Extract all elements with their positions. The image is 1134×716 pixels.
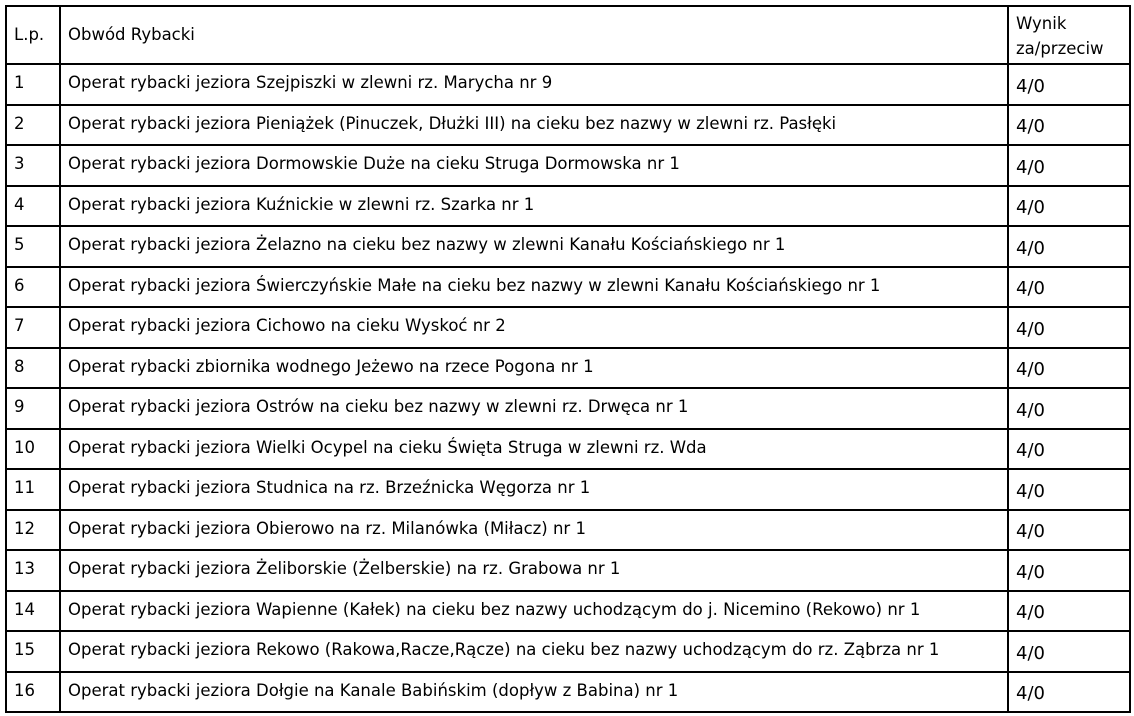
table-row: [6, 550, 1130, 591]
row-lp: 15: [6, 631, 60, 672]
table-row: [6, 591, 1130, 632]
row-lp: 10: [6, 429, 60, 470]
row-operat-name: Operat rybacki jeziora Cichowo na cieku Wyskoć nr 2: [60, 307, 1008, 348]
row-vote-result: 4/0: [1008, 267, 1130, 308]
row-operat-name: Operat rybacki jeziora Studnica na rz. Brzeźnicka Węgorza nr 1: [60, 469, 1008, 510]
row-vote-result: 4/0: [1008, 510, 1130, 551]
row-vote-result: 4/0: [1008, 226, 1130, 267]
row-lp: 13: [6, 550, 60, 591]
row-vote-result: 4/0: [1008, 388, 1130, 429]
row-vote-result: 4/0: [1008, 469, 1130, 510]
row-vote-result: 4/0: [1008, 186, 1130, 227]
row-operat-name: Operat rybacki jeziora Wapienne (Kałek) na cieku bez nazwy uchodzącym do j. Nicemino (Rekowo) nr 1: [60, 591, 1008, 632]
table-row: [6, 469, 1130, 510]
row-operat-name: Operat rybacki jeziora Wielki Ocypel na cieku Święta Struga w zlewni rz. Wda: [60, 429, 1008, 470]
table-row: [6, 267, 1130, 308]
row-operat-name: Operat rybacki jeziora Świerczyńskie Małe na cieku bez nazwy w zlewni Kanału Kościańskiego nr 1: [60, 267, 1008, 308]
row-lp: 8: [6, 348, 60, 389]
table-row: [6, 186, 1130, 227]
row-lp: 1: [6, 64, 60, 105]
table-row: [6, 672, 1130, 713]
row-lp: 14: [6, 591, 60, 632]
header-lp: L.p.: [6, 6, 60, 64]
row-lp: 7: [6, 307, 60, 348]
table-body: [6, 64, 1130, 712]
table-row: [6, 348, 1130, 389]
row-lp: 5: [6, 226, 60, 267]
row-lp: 6: [6, 267, 60, 308]
table-row: [6, 64, 1130, 105]
row-vote-result: 4/0: [1008, 429, 1130, 470]
table-row: [6, 510, 1130, 551]
row-lp: 9: [6, 388, 60, 429]
table-row: [6, 145, 1130, 186]
row-lp: 2: [6, 105, 60, 146]
row-operat-name: Operat rybacki jeziora Kuźnickie w zlewni rz. Szarka nr 1: [60, 186, 1008, 227]
row-vote-result: 4/0: [1008, 64, 1130, 105]
row-operat-name: Operat rybacki jeziora Dormowskie Duże na cieku Struga Dormowska nr 1: [60, 145, 1008, 186]
row-operat-name: Operat rybacki jeziora Pieniążek (Pinuczek, Dłużki III) na cieku bez nazwy w zlewni rz. Pasłęki: [60, 105, 1008, 146]
row-lp: 4: [6, 186, 60, 227]
row-lp: 3: [6, 145, 60, 186]
row-vote-result: 4/0: [1008, 307, 1130, 348]
row-operat-name: Operat rybacki zbiornika wodnego Jeżewo na rzece Pogona nr 1: [60, 348, 1008, 389]
table-row: [6, 631, 1130, 672]
table-header-row: [6, 6, 1130, 64]
row-vote-result: 4/0: [1008, 631, 1130, 672]
table-row: [6, 105, 1130, 146]
row-operat-name: Operat rybacki jeziora Ostrów na cieku bez nazwy w zlewni rz. Drwęca nr 1: [60, 388, 1008, 429]
row-vote-result: 4/0: [1008, 672, 1130, 713]
row-operat-name: Operat rybacki jeziora Obierowo na rz. Milanówka (Miłacz) nr 1: [60, 510, 1008, 551]
table-row: [6, 226, 1130, 267]
header-fishing-district: Obwód Rybacki: [60, 6, 1008, 64]
table-row: [6, 307, 1130, 348]
row-operat-name: Operat rybacki jeziora Dołgie na Kanale Babińskim (dopływ z Babina) nr 1: [60, 672, 1008, 713]
row-vote-result: 4/0: [1008, 105, 1130, 146]
row-vote-result: 4/0: [1008, 550, 1130, 591]
row-operat-name: Operat rybacki jeziora Szejpiszki w zlewni rz. Marycha nr 9: [60, 64, 1008, 105]
table-row: [6, 429, 1130, 470]
row-operat-name: Operat rybacki jeziora Rekowo (Rakowa,Racze,Rącze) na cieku bez nazwy uchodzącym do rz. Ząbrza nr 1: [60, 631, 1008, 672]
row-lp: 16: [6, 672, 60, 713]
row-vote-result: 4/0: [1008, 145, 1130, 186]
row-vote-result: 4/0: [1008, 348, 1130, 389]
header-vote-result: Wynik za/przeciw: [1008, 6, 1130, 64]
row-lp: 12: [6, 510, 60, 551]
row-lp: 11: [6, 469, 60, 510]
row-operat-name: Operat rybacki jeziora Żelazno na cieku bez nazwy w zlewni Kanału Kościańskiego nr 1: [60, 226, 1008, 267]
fishing-operat-vote-table: [5, 5, 1131, 713]
row-vote-result: 4/0: [1008, 591, 1130, 632]
table-row: [6, 388, 1130, 429]
row-operat-name: Operat rybacki jeziora Żeliborskie (Żelberskie) na rz. Grabowa nr 1: [60, 550, 1008, 591]
